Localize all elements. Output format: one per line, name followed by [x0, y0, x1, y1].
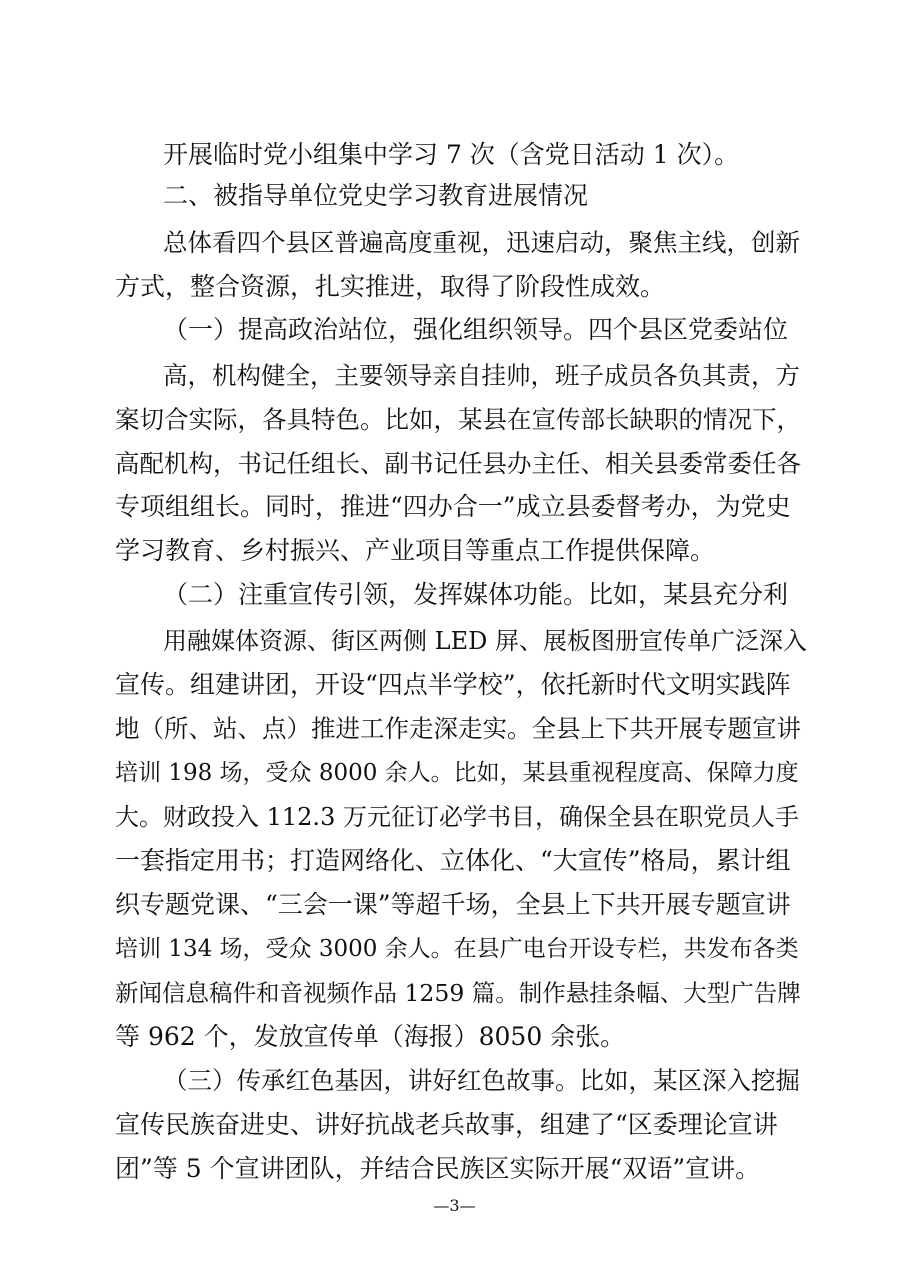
subsection-heading: （一）提高政治站位，强化组织领导。四个县区党委站位: [163, 315, 789, 344]
text-line: 培训 198 场，受众 8000 余人。比如，某县重视程度高、保障力度: [115, 760, 799, 786]
text-line: 用融媒体资源、街区两侧 LED 屏、展板图册宣传单广泛深入: [163, 627, 807, 655]
text-line: 学习教育、乡村振兴、产业项目等重点工作提供保障。: [115, 536, 716, 565]
text-line: 方式，整合资源，扎实推进，取得了阶段性成效。: [115, 272, 666, 301]
text-line: 团”等 5 个宣讲团队，并结合民族区实际开展“双语”宣讲。: [115, 1154, 761, 1183]
text-line: 高，机构健全，主要领导亲自挂帅，班子成员各负其责，方: [163, 361, 800, 390]
text-line: 织专题党课、“三会一课”等超千场，全县上下共开展专题宣讲: [115, 890, 791, 919]
text-line: 培训 134 场，受众 3000 余人。在县广电台开设专栏，共发布各类: [115, 936, 799, 962]
text-line: 案切合实际，各具特色。比如，某县在宣传部长缺职的情况下，: [115, 405, 801, 434]
page-number: —3—: [433, 1196, 476, 1215]
text-line: 等 962 个，发放宣传单（海报）8050 余张。: [115, 1022, 626, 1051]
text-line: 大。财政投入 112.3 万元征订必学书目，确保全县在职党员人手: [115, 803, 799, 831]
text-line: 开展临时党小组集中学习 7 次（含党日活动 1 次）。: [163, 140, 740, 169]
text-line: 总体看四个县区普遍高度重视，迅速启动，聚焦主线，创新: [163, 228, 800, 257]
section-heading: 二、被指导单位党史学习教育进展情况: [163, 181, 589, 210]
text-line: 宣传。组建讲团，开设“四点半学校”，依托新时代文明实践阵: [115, 670, 791, 699]
text-line: 高配机构，书记任组长、副书记任县办主任、相关县委常委任各: [115, 449, 801, 478]
text-line: 专项组组长。同时，推进“四办合一”成立县委督考办，为党史: [115, 492, 791, 521]
subsection-heading: （二）注重宣传引领，发挥媒体功能。比如，某县充分利: [163, 580, 789, 609]
text-line: 宣传民族奋进史、讲好抗战老兵故事，组建了“区委理论宣讲: [115, 1110, 778, 1139]
text-line: 新闻信息稿件和音视频作品 1259 篇。制作悬挂条幅、大型广告牌: [115, 979, 801, 1007]
text-line: 一套指定用书；打造网络化、立体化、“大宣传”格局，累计组: [115, 846, 791, 875]
text-line: 地（所、站、点）推进工作走深走实。全县上下共开展专题宣讲: [115, 714, 801, 743]
subsection-heading: （三）传承红色基因，讲好红色故事。比如，某区深入挖掘: [163, 1066, 800, 1095]
